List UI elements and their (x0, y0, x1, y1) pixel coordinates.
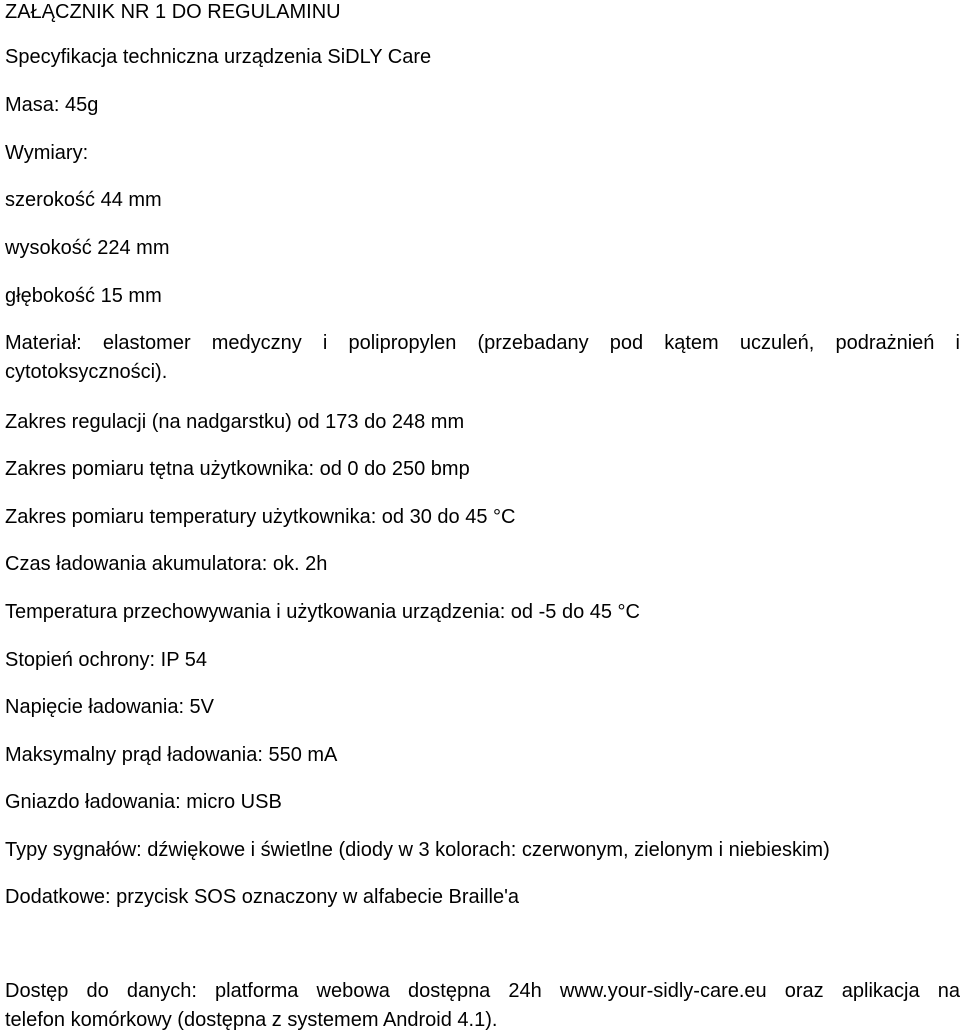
extras-spec: Dodatkowe: przycisk SOS oznaczony w alfabecie Braille'a (5, 886, 520, 908)
pulse-range-spec: Zakres pomiaru tętna użytkownika: od 0 do 250 bmp (5, 458, 470, 480)
charge-time-spec: Czas ładowania akumulatora: ok. 2h (5, 553, 328, 575)
depth-spec: głębokość 15 mm (5, 285, 162, 307)
heading: ZAŁĄCZNIK NR 1 DO REGULAMINU (5, 1, 341, 23)
data-access-line2: telefon komórkowy (dostępna z systemem Android 4.1). (5, 1009, 498, 1031)
height-spec: wysokość 224 mm (5, 237, 170, 259)
wrist-range-spec: Zakres regulacji (na nadgarstku) od 173 do 248 mm (5, 411, 465, 433)
material-spec-line1: Materiał: elastomer medyczny i polipropylen (przebadany pod kątem uczuleń, podrażnień i (5, 332, 960, 354)
data-access-line1: Dostęp do danych: platforma webowa dostępna 24h www.your-sidly-care.eu oraz aplikacja na (5, 980, 960, 1002)
charge-voltage-spec: Napięcie ładowania: 5V (5, 696, 215, 718)
charge-socket-spec: Gniazdo ładowania: micro USB (5, 791, 282, 813)
storage-temperature-spec: Temperatura przechowywania i użytkowania urządzenia: od -5 do 45 °C (5, 601, 640, 623)
width-spec: szerokość 44 mm (5, 189, 162, 211)
subtitle: Specyfikacja techniczna urządzenia SiDLY Care (5, 46, 432, 68)
protection-spec: Stopień ochrony: IP 54 (5, 649, 207, 671)
dimensions-label: Wymiary: (5, 142, 89, 164)
temperature-range-spec: Zakres pomiaru temperatury użytkownika: od 30 do 45 °C (5, 506, 516, 528)
material-spec-line2: cytotoksyczności). (5, 361, 168, 383)
max-current-spec: Maksymalny prąd ładowania: 550 mA (5, 744, 338, 766)
signals-spec: Typy sygnałów: dźwiękowe i świetlne (diody w 3 kolorach: czerwonym, zielonym i niebieskim) (5, 839, 830, 861)
mass-spec: Masa: 45g (5, 94, 99, 116)
